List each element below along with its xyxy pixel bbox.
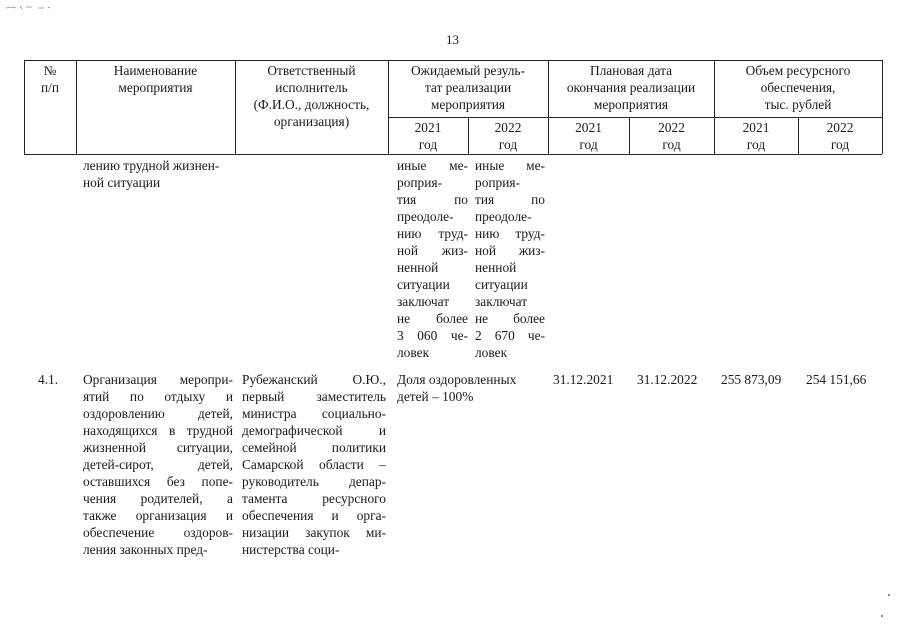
text-line: Самарской области –: [242, 457, 386, 472]
text-line: ления законных пред-: [83, 542, 208, 557]
row-4-1-budget-2022: 254 151,66: [806, 372, 867, 387]
text-line: ситуации: [475, 277, 528, 292]
text-line: министра социально-: [242, 406, 386, 421]
text-line: ятий по отдыху и: [83, 389, 233, 404]
text-line: Организация меропри-: [83, 372, 233, 387]
text-line: 2 670 че-: [475, 328, 545, 343]
text-line: иные ме-: [475, 158, 545, 173]
text-line: детей-сирот, детей,: [83, 457, 233, 472]
text-line: ловек: [397, 345, 430, 360]
text-line: нистерства соци-: [242, 542, 340, 557]
text-line: ловек: [475, 345, 508, 360]
row-4-1-date-2021: 31.12.2021: [553, 372, 614, 387]
text-line: роприя-: [475, 175, 521, 190]
text-line: чения родителей, а: [83, 491, 233, 506]
header-bottom-border: [24, 154, 882, 155]
text-line: низации закупок ми-: [242, 525, 386, 540]
row-4-1-date-2022: 31.12.2022: [637, 372, 698, 387]
text-line: обеспечения и орга-: [242, 508, 386, 523]
scan-speck: [881, 615, 883, 617]
text-line: преодоле-: [475, 209, 532, 224]
text-line: нию труд-: [475, 226, 545, 241]
text-line: также организация и: [83, 508, 233, 523]
text-line: руководитель депар-: [242, 474, 386, 489]
text-line: ненной: [397, 260, 439, 275]
text-line: оставшихся без попе-: [83, 474, 233, 489]
header-subrow-line-date: [548, 117, 714, 118]
text-line: обеспечение оздоров-: [83, 525, 233, 540]
scan-speck: [888, 594, 890, 596]
text-line: демографической и: [242, 423, 386, 438]
text-line: Рубежанский О.Ю.,: [242, 372, 386, 387]
text-line: нию труд-: [397, 226, 468, 241]
text-line: семейной политики: [242, 440, 386, 455]
text-line: ной жиз-: [397, 243, 468, 258]
text-line: оздоровлению детей,: [83, 406, 233, 421]
row-4-1-number: 4.1.: [38, 372, 59, 387]
text-line: тия по: [397, 192, 468, 207]
text-line: ситуации: [397, 277, 450, 292]
text-line: ной жиз-: [475, 243, 545, 258]
text-line: преодоле-: [397, 209, 454, 224]
text-line: ненной: [475, 260, 517, 275]
row-4-1-budget-2021: 255 873,09: [721, 372, 782, 387]
text-line: не более: [475, 311, 545, 326]
text-line: заключат: [397, 294, 450, 309]
text-line: иные ме-: [397, 158, 468, 173]
text-line: роприя-: [397, 175, 443, 190]
scan-artifact-mark: [4, 2, 52, 12]
page-number: 13: [446, 32, 459, 47]
text-line: жизненной ситуации,: [83, 440, 233, 455]
text-line: заключат: [475, 294, 528, 309]
text-line: тамента ресурсного: [242, 491, 386, 506]
text-line: первый заместитель: [242, 389, 386, 404]
text-line: находящихся в трудной: [83, 423, 233, 438]
table-top-border: [24, 60, 882, 61]
text-line: 3 060 че-: [397, 328, 468, 343]
table-right-border: [882, 60, 883, 154]
text-line: не более: [397, 311, 468, 326]
text-line: тия по: [475, 192, 545, 207]
